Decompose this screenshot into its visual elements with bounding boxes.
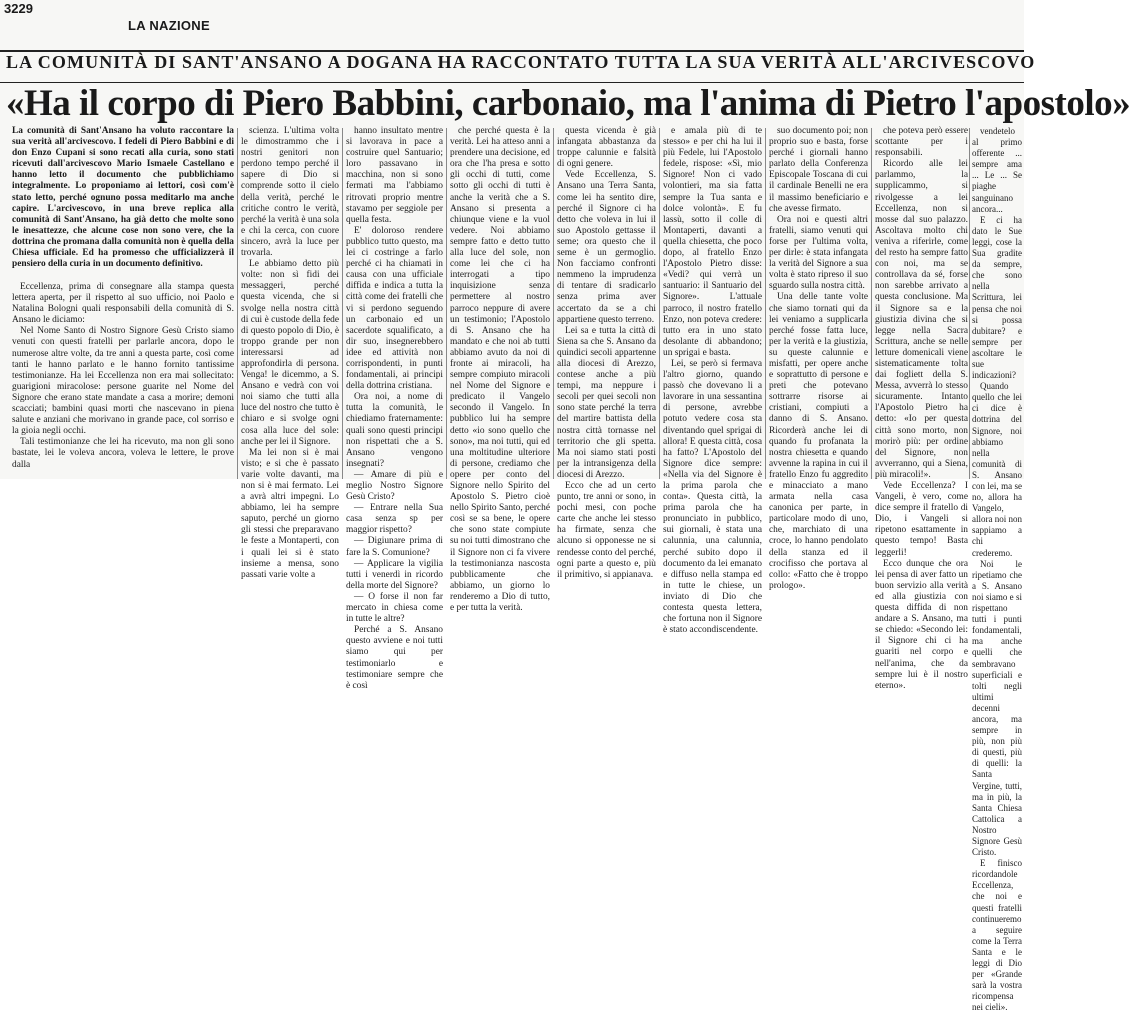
article-paragraph: Eccellenza, prima di consegnare alla stampa questa lettera aperta, per il rispetto al suo ufficio, noi Paolo e Natalina Bologni quali responsabili della comunità di S. Ansano le diciamo: <box>12 282 234 326</box>
article-paragraph: che poteva però essere scottante per i responsabili. <box>875 126 968 159</box>
page-number: 3229 <box>4 1 33 16</box>
column-divider <box>871 128 872 479</box>
article-paragraph: Ora noi, a nome di tutta la comunità, le chiediamo fraternamente: quali sono questi principi non rispettati che a S. Ansano vengono insegnati? <box>346 392 443 469</box>
article-column-8 <box>875 126 968 691</box>
article-paragraph: Perché a S. Ansano questo avviene e noi tutti siamo qui per testimoniarlo e testimoniare sempre che è così <box>346 625 443 691</box>
article-column-4 <box>450 126 550 614</box>
article-paragraph: E ci ha dato le Sue leggi, cose la Sua gradite da sempre, che sono nella Scrittura, lei pensa che noi si possa dubitare? e sempre per ascoltare le sue indicazioni? <box>972 214 1022 381</box>
article-paragraph: E' doloroso rendere pubblico tutto questo, ma lei ci costringe a farlo perché ci ha chiamati in causa con una ufficiale diffida e indica a tutta la città come dei fratelli che vi si perdono seguendo un carbonaio ed un sacerdote squalificato, a dir suo, insegnerebbero idee ed attività non corrispondenti, in punti fondamentali, ai principi della dottrina cristiana. <box>346 225 443 392</box>
article-column-3 <box>346 126 443 691</box>
article-paragraph: Nel Nome Santo di Nostro Signore Gesù Cristo siamo venuti con questi fratelli per parlarle ancora, dopo le numerose altre volte, da tre anni a questa parte, così come tanti le hanno parlato e le hanno fornito tantissime testimonianze. Ha lei Eccellenza non era mai sollecitato: guarigioni miracolose: persone guarite nel Nome del Signore che erano state mandate a casa a morire; demoni scacciati; bambini quasi morti che nascevano in piena salute e anziani che morivano in grande pace, col sorriso e la gioia negli occhi. <box>12 326 234 437</box>
headline: «Ha il corpo di Piero Babbini, carbonaio, ma l'anima di Pietro l'apostolo» <box>6 83 1130 124</box>
article-paragraph: Lei sa e tutta la città di Siena sa che S. Ansano da quindici secoli appartenne alla diocesi di Arezzo, contese anche a più tempi, ma neppure i secoli per quei secoli non sono state perché la terra del martire battista della nostra città tornasse nel territorio che gli spetta. Ma noi siamo stati posti per la intransigenza della diocesi di Arezzo. <box>557 325 656 480</box>
column-divider <box>342 128 343 479</box>
kicker: LA COMUNITÀ DI SANT'ANSANO A DOGANA HA RACCONTATO TUTTA LA SUA VERITÀ ALL'ARCIVESCOVO <box>6 52 1036 72</box>
article-paragraph: — Applicare la vigilia tutti i venerdì in ricordo della morte del Signore? <box>346 558 443 591</box>
article-paragraph: hanno insultato mentre si lavorava in pace a costruire quel Santuario; loro passavano in macchina, non si sono fermati ma l'abbiamo ritrovati proprio mentre stavamo per seggiole per quella festa. <box>346 126 443 225</box>
article-paragraph: Tali testimonianze che lei ha ricevuto, ma non gli sono bastate, lei le voleva ancora, voleva le lettere, le prove dalla <box>12 437 234 470</box>
column-divider <box>553 128 554 479</box>
article-paragraph: Le abbiamo detto più volte: non sì fidi dei messaggeri, perché questa vicenda, che si svolge nella nostra città di cui è custode della fede di questo popolo di Dio, è troppo grande per non interessarsi ad approfondirla di persona. Venga! le dicemmo, a S. Ansano e vedrà con voi noi siamo che tutti alla luce del nostro che tutto è chiaro e si svolge ogni cosa alla luce del sole: anche per lei il Signore. <box>241 259 339 447</box>
article-paragraph: vendetelo al primo offerente ... sempre ama ... Le ... Se piaghe sanguinano ancora... <box>972 126 1022 214</box>
column-divider <box>446 128 447 479</box>
article-paragraph: Ma lei non si è mai visto; e si che è passato varie volte davanti, ma non si è mai fermato. Lei a avrà altri impegni. Lo abbiamo, lei ha sempre saputo, perché un giorno gli stessi che preparavano le feste a Montaperti, con i quali lei si è stato insieme a mensa, sono passati varie volte a <box>241 447 339 580</box>
article-paragraph: Ecco dunque che ora lei pensa di aver fatto un buon servizio alla verità ed alla giustizia con questa diffida di non andare a S. Ansano, ma se chiedo: «Secondo lei: il Signore chi ci ha guariti nel corpo e nell'anima, che da sempre lui è il nostro eterno». <box>875 558 968 691</box>
article-paragraph: Vede Eccellenza, S. Ansano una Terra Santa, come lei ha sentito dire, perché il Signore ci ha detto che voleva in lui il suo Apostolo gettasse il seme; ora questo che il seme è un germoglio. Non facciamo confronti nemmeno la imprudenza di tentare di sradicarlo senza prima aver accertato da se a chi appartiene questo terreno. <box>557 170 656 325</box>
article-paragraph: — Entrare nella Sua casa senza sp per maggior rispetto? <box>346 503 443 536</box>
article-paragraph: Ecco che ad un certo punto, tre anni or sono, in pochi mesi, con poche carte che anche lei stesso ha firmate, senza che alcuno si opponesse ne si rendesse conto del perché, ogni parte a questo e, più il primitivo, si appianava. <box>557 481 656 580</box>
article-column-9 <box>972 126 1022 1013</box>
article-paragraph: Una delle tante volte che siamo tornati qui da lei veniamo a supplicarla perché fosse fatta luce, per la verità e la giustizia, su queste calunnie e misfatti, per opere anche e soprattutto di persone e preti che potevano sottrarre risorse ai cristiani, compiuti a danno di S. Ansano. Ricorderà anche lei di quando fu profanata la nostra chiesetta e quando avvenne la rapina in cui il fratello Enzo fu aggredito e minacciato a mano armata nella casa canonica per parte, in particolare modo di uno, che, marchiato di una croce, lo hanno pendolato della stanza ed il crocifisso che portava al collo: «Fatto che è troppo prologo». <box>769 292 868 591</box>
article-paragraph: scienza. L'ultima volta le dimostrammo che i nostri genitori non perdono tempo perché il sapere di Dio si comprende sotto il cielo della verità, perché le critiche contro le verità, perché la verità è una sola e chi la cerca, con cuore sincero, avrà la luce per trovarla. <box>241 126 339 259</box>
article-column-2 <box>241 126 339 580</box>
article-paragraph: e amala più di te stesso» e per chi ha lui il più Fedele, lui l'Apostolo fedele, rispose: «Sì, mio Signore! Non ci vado volontieri, ma sia fatta sempre la Tua santa e dolce volontà». E fu lassù, sotto il colle di Montaperti, davanti a quella chiesetta, che poco dopo, al fratello Enzo l'Apostolo Pietro disse: «Vedi? qui verrà un santuario: il Santuario del Signore». L'attuale parroco, il nostro fratello Enzo, non poteva credere: tutto era in uno stato desolante di abbandono; un sprigai e basta. <box>663 126 762 358</box>
column-divider <box>659 128 660 479</box>
article-paragraph: Ora noi e questi altri fratelli, siamo venuti qui forse per l'ultima volta, per dirle: è stata infangata la verità del Signore a sua volta è stato ripreso il suo sguardo sulla nostra città. <box>769 214 868 292</box>
article-paragraph: che perché questa è la verità. Lei ha atteso anni a prendere una decisione, ed ora che l'ha presa e sotto gli occhi di tutti, come sotto gli occhi di tutti è anche la verità che a S. Ansano si presenta a chiunque viene e la vuol vedere. Noi abbiamo sempre fatto e detto tutto alla luce del sole, non come lei che ci ha interrogati a tipo inquisizione senza permettere al nostro parroco neppure di avere un testimonio; l'Apostolo di S. Ansano che ha mandato e che noi ab tutti abbiamo avuto da noi di fronte ai miracoli, ha sempre compiuto miracoli nel Nome del Signore e predicato il Vangelo secondo il Vangelo. In pubblico lui ha sempre detto «io sono quello che sono», ma noi tutti, qui ed una moltitudine ulteriore di persone, crediamo che opere per conto del Signore nello Spirito del Apostolo S. Pietro cioè nello Spirito Santo, perché così se sa bene, le opere che sono state compiute su noi tutti dimostrano che il Signore non ci fa vivere la testimonianza nascosta pubblicamente che abbiamo, un giorno lo renderemo a Dio di tutto, e per tutta la verità. <box>450 126 550 614</box>
article-column-5 <box>557 126 656 580</box>
article-paragraph: E finisco ricordandole Eccellenza, che noi e questi fratelli continueremo a seguire come la Terra Santa e le leggi di Dio per «Grande sarà la vostra ricompensa nei cieli». <box>972 858 1022 1013</box>
article-paragraph: — O forse il non far mercato in chiesa come in tutte le altre? <box>346 591 443 625</box>
article-column-1 <box>12 282 234 479</box>
article-column-7 <box>769 126 868 591</box>
article-paragraph: suo documento poi; non proprio suo e basta, forse perché i giornali hanno parlato della Conferenza Episcopale Toscana di cui il cardinale Benelli ne era il massimo beneficiario e che avesse firmato. <box>769 126 868 214</box>
article-paragraph: Ricordo alle lei parlammo, la supplicammo, si rivolgesse a lei Eccellenza, non si mosse dal suo palazzo. Ascoltava molto chi veniva a riferirle, come del resto ha sempre fatto con noi, ma se controllava da sé, forse non sarebbe arrivato a questa conclusione. Ma il Signore sa e la giustizia divina che si legge nella Sacra Scrittura, anche se nelle letture domenicali viene sistematicamente tolta dai fogliett della S. Messa, avverrà lo stesso sicuramente. Intanto l'Apostolo Pietro ha detto: «Io per questa città sono morto, non morirò più: per ordine del Signore, non avverranno, qui a Siena, più miracoli!». <box>875 159 968 480</box>
column-divider <box>969 128 970 479</box>
article-column-6 <box>663 126 762 636</box>
article-paragraph: questa vicenda è già infangata abbastanza da troppe calunnie e falsità di ogni genere. <box>557 126 656 170</box>
article-paragraph: Quando quello che lei ci dice è dottrina del Signore, noi abbiamo nella comunità di S. Ansano con lei, ma se no, allora ha Vangelo, allora noi non sappiamo a chi crederemo. <box>972 381 1022 558</box>
article-paragraph: Noi le ripetiamo che a S. Ansano noi siamo e si rispettano tutti i punti fondamentali, ma anche quelli che sembravano superficiali e tolti negli ultimi decenni ancora, ma sempre in più, non più di questi, più di quelli: la Santa Vergine, tutti, ma in più, la Santa Chiesa Cattolica a Nostro Signore Gesù Cristo. <box>972 558 1022 858</box>
column-divider <box>765 128 766 479</box>
article-paragraph: — Amare di più e meglio Nostro Signore Gesù Cristo? <box>346 469 443 503</box>
column-divider <box>237 128 238 479</box>
article-paragraph: — Digiunare prima di fare la S. Comunione? <box>346 536 443 558</box>
article-paragraph: Vede Eccellenza? I Vangeli, è vero, come dice sempre il fratello di Dio, i Vangeli si ripetono esattamente in questo tempo! Basta leggerli! <box>875 481 968 558</box>
lead-paragraph: La comunità di Sant'Ansano ha voluto raccontare la sua verità all'arcivescovo. I fedeli di Piero Babbini e di don Enzo Cupani si sono recati alla curia, sono stati ricevuti dall'arcivescovo Mario Ismaele Castellano e hanno letto il documento che pubblichiamo integralmente. Lo proponiamo ai lettori, così com'è stato letto, perché ognuno possa meditarlo ma anche capire. L'arcivescovo, in una breve replica alla comunità di Sant'Ansano, ha già detto che molte sono le inesattezze, che alcune cose non sono vere, che la dottrina che promana dalla comunità non è quella della Chiesa ufficiale. Ed ha promesso che ufficializzerà il pensiero della curia in un documento definitivo. <box>12 126 234 270</box>
article-paragraph: Lei, se però si fermava l'altro giorno, quando passò che dovevano li a lavorare in una sessantina di persone, avrebbe potuto vedere cosa sta diventando quel sprigai di allora! E questa città, cosa ha fatto? L'Apostolo del Signore dice sempre: «Nella via del Signore è la prima parola che conta». Questa città, la prima parola che ha pronunciato in pubblico, sui giornali, è stata una calunnia, una calunnia, perché subito dopo il documento da lei emanato e diffuso nella stampa ed in tutte le chiese, un inviato di Dio che contesta questa lettera, che fortuna non il Signore è stato accondiscendente. <box>663 358 762 636</box>
masthead: LA NAZIONE <box>128 18 210 33</box>
